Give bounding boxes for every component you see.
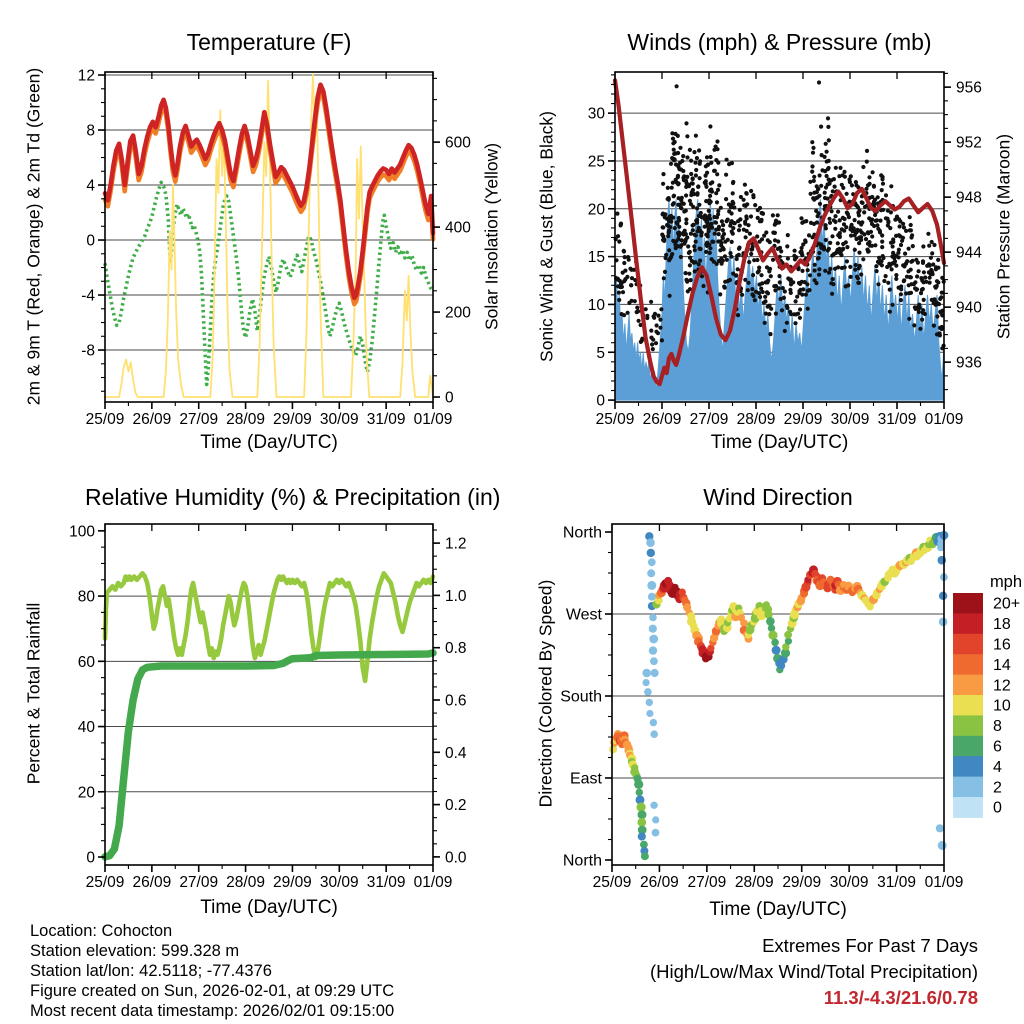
temperature-right-tick-label: 0 — [445, 389, 454, 407]
temperature-left-tick-label: 12 — [77, 67, 95, 85]
temperature-x-tick-label: 28/09 — [226, 411, 265, 428]
winds-left-tick-label: 30 — [587, 105, 605, 123]
winds-left-tick-label: 25 — [587, 153, 605, 171]
humidity-x-axis-label: Time (Day/UTC) — [200, 897, 338, 918]
speed-colorbar — [953, 573, 1022, 818]
total-rainfall-series — [105, 653, 433, 857]
humidity-right-tick-label: 0.0 — [445, 849, 467, 867]
humidity-left-tick-label: 0 — [86, 849, 95, 867]
humidity-x-tick-label: 30/09 — [319, 874, 359, 891]
station-latlon: Station lat/lon: 42.5118; -77.4376 — [30, 962, 272, 980]
winds-panel-title: Winds (mph) & Pressure (mb) — [627, 29, 932, 55]
temperature-x-axis-label: Time (Day/UTC) — [200, 432, 338, 453]
dewpoint-2m-series — [105, 182, 433, 384]
temperature-left-tick-label: -8 — [81, 342, 95, 360]
winds-x-tick-label: 25/09 — [595, 411, 635, 428]
colorbar-tick-label: 14 — [993, 656, 1011, 674]
direction-panel-title: Wind Direction — [703, 484, 853, 510]
solar-right-axis-label: Solar Insolation (Yellow) — [481, 142, 502, 331]
direction-x-tick-label: 01/09 — [924, 874, 964, 891]
humidity-right-tick-label: 0.6 — [445, 692, 467, 710]
temperature-left-tick-label: 0 — [86, 232, 95, 250]
temperature-left-axis-label: 2m & 9m T (Red, Orange) & 2m Td (Green) — [23, 67, 44, 406]
winds-right-tick-label: 956 — [956, 79, 982, 97]
direction-left-tick-label: South — [560, 688, 602, 706]
winds-panel — [588, 72, 982, 428]
direction-left-axis-label: Direction (Colored By Speed) — [535, 579, 556, 808]
direction-x-tick-label: 31/09 — [877, 874, 916, 891]
winds-x-tick-label: 27/09 — [689, 411, 729, 428]
direction-x-tick-label: 25/09 — [592, 874, 632, 891]
winds-right-tick-label: 936 — [956, 354, 982, 372]
direction-x-tick-label: 26/09 — [640, 874, 679, 891]
winds-x-axis-label: Time (Day/UTC) — [710, 432, 849, 453]
winds-x-tick-label: 29/09 — [783, 411, 823, 428]
temperature-x-tick-label: 25/09 — [85, 411, 125, 428]
humidity-left-tick-label: 60 — [77, 653, 95, 671]
station-info-block — [30, 921, 394, 1021]
extremes-subtitle: (High/Low/Max Wind/Total Precipitation) — [650, 961, 978, 982]
temperature-right-tick-label: 600 — [445, 134, 471, 152]
humidity-left-tick-label: 20 — [77, 784, 95, 802]
humidity-left-tick-label: 80 — [77, 588, 95, 606]
direction-x-tick-label: 28/09 — [734, 874, 774, 891]
pressure-right-axis-label: Station Pressure (Maroon) — [993, 133, 1014, 340]
winds-left-tick-label: 0 — [596, 392, 605, 410]
winds-left-tick-label: 20 — [587, 201, 605, 219]
direction-x-tick-label: 27/09 — [687, 874, 727, 891]
temperature-panel-title: Temperature (F) — [186, 29, 352, 55]
extremes-title: Extremes For Past 7 Days — [762, 935, 978, 956]
colorbar-tick-label: 16 — [993, 636, 1011, 654]
direction-left-tick-label: West — [565, 606, 602, 624]
colorbar-title: mph — [989, 573, 1023, 591]
winds-x-tick-label: 31/09 — [877, 411, 917, 428]
temperature-left-tick-label: 8 — [86, 122, 95, 140]
winds-x-tick-label: 30/09 — [830, 411, 870, 428]
temperature-right-tick-label: 200 — [445, 304, 471, 322]
humidity-x-tick-label: 26/09 — [132, 874, 172, 891]
temperature-left-tick-label: -4 — [81, 287, 95, 305]
humidity-x-tick-label: 29/09 — [273, 874, 312, 891]
humidity-right-tick-label: 1.0 — [445, 587, 467, 605]
winds-right-tick-label: 940 — [956, 299, 982, 317]
direction-panel — [560, 524, 963, 891]
colorbar-tick-label: 4 — [993, 758, 1002, 776]
humidity-left-axis-label: Percent & Total Rainfall — [23, 602, 44, 785]
humidity-x-tick-label: 25/09 — [85, 874, 125, 891]
humidity-right-tick-label: 0.8 — [445, 640, 467, 658]
extremes-block — [480, 933, 978, 1011]
figure-created-timestamp: Figure created on Sun, 2026-02-01, at 09:29 UTC — [30, 982, 395, 1000]
humidity-x-tick-label: 27/09 — [179, 874, 219, 891]
winds-left-tick-label: 5 — [596, 344, 605, 362]
colorbar-tick-label: 20+ — [993, 595, 1021, 613]
humidity-right-tick-label: 0.4 — [445, 744, 467, 762]
winds-left-tick-label: 15 — [587, 249, 605, 267]
direction-x-axis-label: Time (Day/UTC) — [709, 899, 847, 920]
recent-data-timestamp: Most recent data timestamp: 2026/02/01 09:15:00 — [30, 1002, 395, 1020]
direction-left-tick-label: North — [562, 852, 602, 870]
winds-left-tick-label: 10 — [587, 296, 605, 314]
temperature-x-tick-label: 26/09 — [132, 411, 172, 428]
winds-right-tick-label: 948 — [956, 189, 982, 207]
humidity-left-tick-label: 100 — [69, 523, 95, 541]
colorbar-tick-label: 6 — [993, 738, 1002, 756]
winds-x-tick-label: 28/09 — [736, 411, 776, 428]
humidity-x-tick-label: 31/09 — [366, 874, 406, 891]
temperature-right-tick-label: 400 — [445, 219, 471, 237]
temperature-x-tick-label: 31/09 — [366, 411, 406, 428]
winds-x-tick-label: 01/09 — [924, 411, 964, 428]
temperature-panel — [78, 68, 471, 428]
direction-x-tick-label: 30/09 — [829, 874, 869, 891]
temperature-x-tick-label: 29/09 — [273, 411, 312, 428]
humidity-right-tick-label: 0.2 — [445, 797, 467, 815]
colorbar-tick-label: 10 — [993, 697, 1011, 715]
colorbar-tick-label: 2 — [993, 779, 1002, 797]
winds-right-tick-label: 952 — [956, 134, 982, 152]
humidity-left-tick-label: 40 — [77, 719, 95, 737]
colorbar-tick-label: 12 — [993, 677, 1011, 695]
humidity-panel-title: Relative Humidity (%) & Precipitation (in) — [85, 484, 501, 510]
temperature-left-tick-label: 4 — [86, 177, 95, 195]
temperature-x-tick-label: 27/09 — [179, 411, 219, 428]
direction-left-tick-label: East — [569, 770, 602, 788]
direction-x-tick-label: 29/09 — [782, 874, 822, 891]
humidity-x-tick-label: 01/09 — [413, 874, 453, 891]
winds-right-tick-label: 944 — [956, 244, 982, 262]
temperature-x-tick-label: 30/09 — [319, 411, 359, 428]
winds-x-tick-label: 26/09 — [642, 411, 682, 428]
wind-left-axis-label: Sonic Wind & Gust (Blue, Black) — [536, 111, 557, 362]
humidity-right-tick-label: 1.2 — [445, 535, 467, 553]
colorbar-tick-label: 0 — [993, 799, 1002, 817]
humidity-x-tick-label: 28/09 — [226, 874, 265, 891]
colorbar-tick-label: 8 — [993, 718, 1002, 736]
humidity-panel — [69, 523, 467, 891]
station-elevation: Station elevation: 599.328 m — [30, 942, 240, 960]
colorbar-tick-label: 18 — [993, 616, 1011, 634]
temperature-x-tick-label: 01/09 — [413, 411, 453, 428]
direction-left-tick-label: North — [562, 524, 602, 542]
extremes-values: 11.3/-4.3/21.6/0.78 — [823, 987, 978, 1008]
station-location: Location: Cohocton — [30, 922, 173, 940]
